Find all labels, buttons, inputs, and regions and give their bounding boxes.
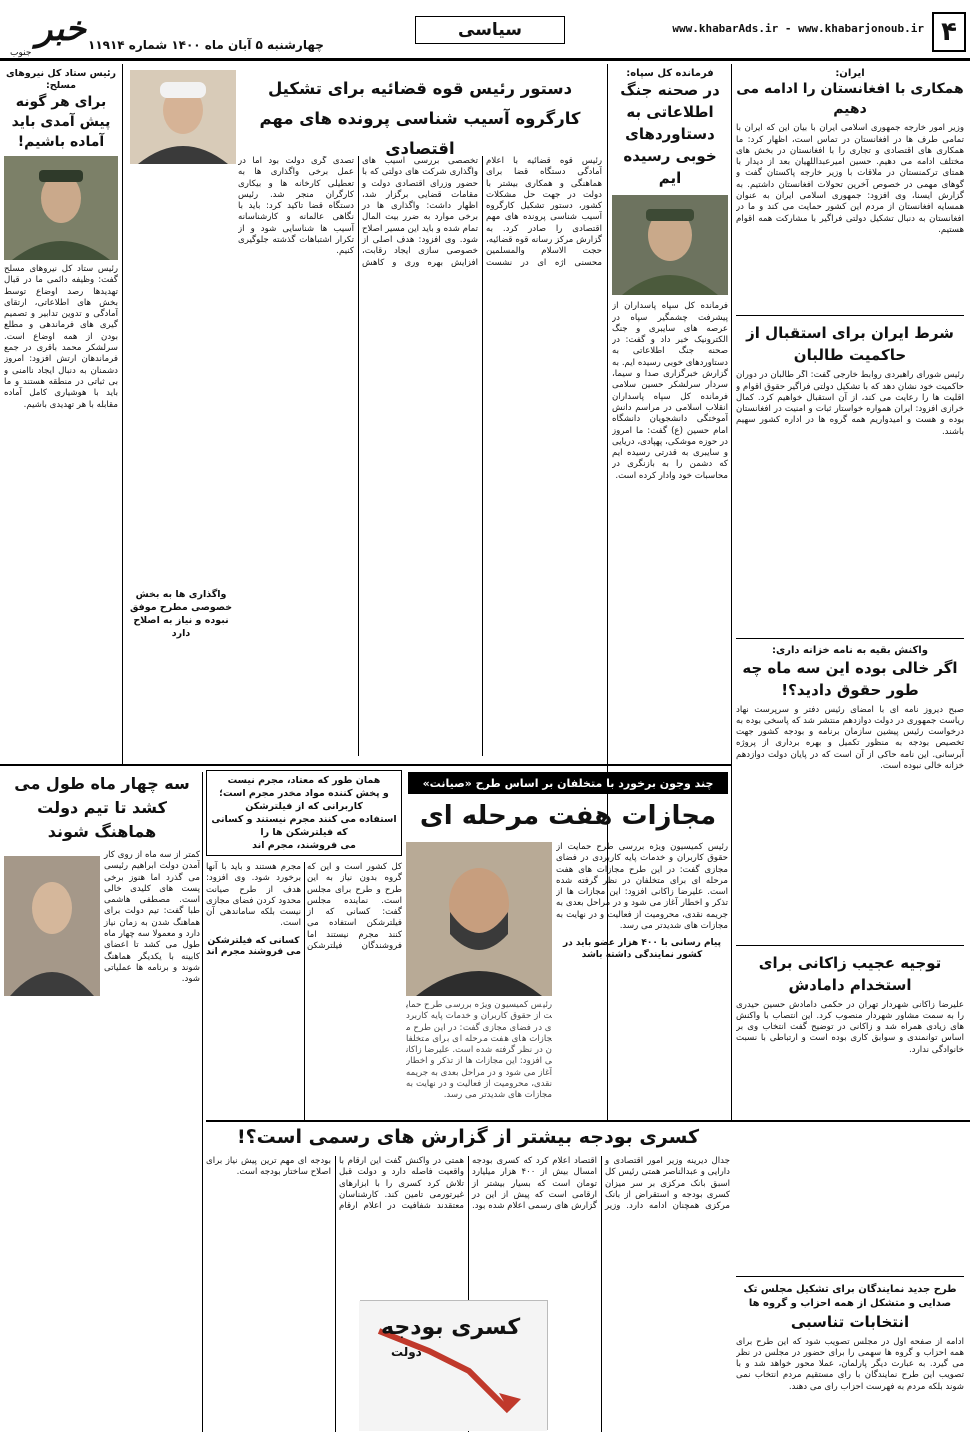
right-column xyxy=(736,68,964,1434)
article-kicker: رئیس ستاد کل نیروهای مسلح: xyxy=(5,68,117,91)
lead-body xyxy=(238,156,602,756)
article-body: رئیس ستاد کل نیروهای مسلح گفت: وظیفه دائمی ما در قبال تهدیدها رصد اوضاع توسط بخش های اطلاعاتی، ارتقای آمادگی و تدوین تدابیر و تصمیم گیری های فرماندهی و مطلع بودن از همه اوضاع است. سرلشکر محمد باقری در جمع فرماندهان ارتش افزود: امروز دشمنان به دنبال ایجاد ناامنی و بی ثباتی در منطقه هستند و ما باید با هوشیاری کامل آماده مقابله با هر تهدیدی باشیم. xyxy=(4,264,118,410)
date-line: چهارشنبه ۵ آبان ماه ۱۴۰۰ شماره ۱۱۹۱۴ xyxy=(88,38,324,52)
article-body: وزیر امور خارجه جمهوری اسلامی ایران با بیان این که ایران با تمامی طرف ها در افغانستان در تماس است، اظهار کرد: ما همکاری های اقتصادی و تجاری را با افغانستان در بخش های مختلف ادامه می دهیم. حسین امیرعبداللهیان بعد از دیدار با همتای ترکمنستان در ملاقات با وزیر خارجه پاکستان گفت و گوهای مهمی در خصوص آخرین تحولات افغانستان داشتیم. به گزارش ایسنا، وی افزود: جمهوری اسلامی ایران به عنوان همسایه افغانستان از مردم این کشور حمایت می کند و ما در افغانستان به دنبال تشکیل دولتی فراگیر با مشارکت همه اقوام هستیم. xyxy=(736,123,964,235)
cyber-subhead: کسانی که فیلترشکن می فروشند مجرم اند xyxy=(206,935,301,958)
article-headline[interactable]: اگر خالی بوده این سه ماه چه طور حقوق دادید؟! xyxy=(742,658,958,699)
article-body: کمتر از سه ماه از روی کار آمدن دولت ابراهیم رئیسی می گذرد اما هنوز برخی پست های کلیدی خالی است. مصطفی هاشمی طبا گفت: تیم دولت برای هماهنگ شدن به زمان نیاز دارد و معمولا سه چهار ماه طول می کشد تا اعضای کابینه با یکدیگر هماهنگ شوند و برنامه ها عملیاتی شود. xyxy=(104,850,200,985)
quote-line: استفاده می کنند مجرم نیستند و کسانی که فیلترشکن ها را xyxy=(211,814,397,838)
quote-line: و پخش کننده مواد مخدر مجرم است؛ کاربرانی که از فیلترشکن xyxy=(219,788,389,812)
article-divider xyxy=(736,638,964,639)
budget-headline[interactable]: کسری بودجه بیشتر از گزارش های رسمی است؟! xyxy=(236,1126,700,1148)
main-story-continued: رئیس کمیسیون ویژه بررسی طرح حمایت از حقوق کاربران و خدمات پایه کاربردی در فضای مجازی گفت: در این طرح مجازات های هفت مرحله ای برای متخلفان در نظر گرفته شده است. علیرضا زاکانی افزود: این مجازات ها از تذکر و اخطار آغاز می شود و در مراحل بعدی به جریمه نقدی، محرومیت از فعالیت و در نهایت به مجازات های شدیدتر می رسد. xyxy=(406,1000,552,1101)
article-headline[interactable]: سه چهار ماه طول می کشد تا تیم دولت هماهنگ شوند xyxy=(14,774,190,841)
article-headline[interactable]: در صحنه جنگ اطلاعاتی به دستاوردهای خوبی رسیده ایم xyxy=(620,81,720,188)
left-column xyxy=(4,68,118,758)
main-story-body-left xyxy=(406,1000,552,1118)
quote-line: همان طور که معتاد، مجرم نیست xyxy=(227,775,381,786)
site-urls[interactable]: www.khabarAds.ir - www.khabarjonoub.ir xyxy=(672,22,924,35)
graphic-title: کسری بودجه xyxy=(381,1315,521,1340)
hashemitaba-photo xyxy=(4,856,100,996)
main-story-banner: چند وجون برخورد با متخلفان بر اساس طرح «صیانت» xyxy=(408,772,728,794)
article-headline[interactable]: برای هر گونه پیش آمدی باید آماده باشیم! xyxy=(11,94,111,150)
main-story-headline[interactable]: مجازات هفت مرحله ای xyxy=(419,801,717,831)
logo-word: خبر xyxy=(35,9,86,49)
article-headline[interactable]: توجیه عجیب زاکانی برای استخدام دامادش xyxy=(758,953,942,994)
graphic-subtitle: دولت xyxy=(391,1345,422,1359)
masthead xyxy=(0,6,970,58)
cyber-body-text: کل کشور است و این که گروه بدون نیاز به این طرح و طرح برای مجلس است. نماینده مجلس گفت: کسانی که از فیلترشکن استفاده می کنند مجرم نیستند اما فروشندگان فیلترشکن مجرم هستند و باید با آنها برخورد شود. وی افزود: هدف از طرح صیانت محدود کردن فضای مجازی نیست بلکه ساماندهی آن است. xyxy=(206,862,402,952)
article-body: فرمانده کل سپاه پاسداران از پیشرفت چشمگیر سپاه در عرصه های سایبری و جنگ الکترونیک خبر داد و گفت: در صحنه جنگ اطلاعاتی به دستاوردهای خوبی رسیده ایم. به گزارش خبرگزاری صدا و سیما، سردار سرلشکر حسین سلامی فرمانده کل سپاه پاسداران انقلاب اسلامی در مراسم دانش آموختگی دانشجویان دانشگاه امام حسین (ع) گفت: ما امروز در حوزه موشکی، پهپادی، دریایی و سایبری به قدرتی رسیده ایم که دشمن را به بازنگری در محاسبات خود وادار کرده است. xyxy=(612,301,728,481)
portrait-icon xyxy=(406,842,552,996)
article-divider xyxy=(736,1276,964,1277)
section-rule xyxy=(0,764,731,766)
column-divider xyxy=(122,64,123,764)
article-kicker: طرح جدید نمایندگان برای تشکیل مجلس تک صدایی و متشکل از همه احزاب و گروه ها xyxy=(743,1283,957,1309)
article-divider xyxy=(736,315,964,316)
article-headline[interactable]: همکاری با افغانستان را ادامه می دهیم xyxy=(736,81,964,118)
article-body: رئیس کمیسیون ویژه بررسی طرح حمایت از حقوق کاربران و خدمات پایه کاربردی در فضای مجازی گفت: در این طرح مجازات های هفت مرحله ای برای متخلفان در نظر گرفته شده است. علیرضا زاکانی افزود: این مجازات ها از تذکر و اخطار آغاز می شود و در مراحل بعدی به جریمه نقدی، محرومیت از فعالیت و در نهایت به مجازات های شدیدتر می رسد. xyxy=(556,842,728,932)
portrait-icon xyxy=(612,195,728,295)
quote-line: می فروشند، مجرم اند xyxy=(252,840,356,851)
newspaper-logo xyxy=(8,10,86,58)
lead-body-left xyxy=(128,168,234,760)
main-story-subhead: پیام رسانی با ۴۰۰ هزار عضو باید در کشور نمایندگی داشته باشد xyxy=(562,938,721,960)
lead-subhead: واگذاری ها به بخش خصوصی مطرح موفق نبوده و نیاز به اصلاح دارد xyxy=(129,589,233,639)
lead-photo xyxy=(130,70,236,164)
column-divider xyxy=(202,772,203,1432)
article-kicker: فرمانده کل سپاه: xyxy=(626,68,714,79)
article-body: صبح دیروز نامه ای با امضای رئیس دفتر و سرپرست نهاد ریاست جمهوری در دولت دوازدهم منتشر شد که پاسخی بوده به درخواست رئیس پیشین سازمان برنامه و بودجه کشور جهت تخصیص بودجه به منظور تکمیل و بهره برداری از پروژه آبرسانی. این نامه حاکی از آن است که در پایان دولت دوازدهم خزانه خالی نبوده است. xyxy=(736,704,964,772)
cyber-quote-box xyxy=(206,770,402,856)
portrait-icon xyxy=(4,856,100,996)
budget-body-text: جدال دیرینه وزیر امور اقتصادی و دارایی و عبدالناصر همتی رئیس کل اسبق بانک مرکزی بر سر میزان کسری بودجه و استقراض از بانک مرکزی همچنان ادامه دارد. وزیر اقتصاد اعلام کرد که کسری بودجه امسال بیش از ۴۰۰ هزار میلیارد تومان است که بسیار بیشتر از ارقامی است که پیش از این در گزارش های رسمی اعلام شده بود. همتی در واکنش گفت این ارقام با واقعیت فاصله دارد و دولت قبل تلاش کرد کسری را با ابزارهای غیرتورمی تامین کند. کارشناسان معتقدند شفافیت در اعلام ارقام بودجه ای مهم ترین پیش نیاز برای اصلاح ساختار بودجه است. xyxy=(206,1156,730,1212)
article-headline[interactable]: انتخابات تناسبی xyxy=(790,1312,910,1331)
lead-body-columns xyxy=(238,156,602,760)
article-body-continued xyxy=(406,1000,552,1102)
cabinet-story xyxy=(4,772,200,1432)
portrait-icon xyxy=(130,70,236,164)
column-divider xyxy=(731,64,732,1120)
article-kicker: ایران: xyxy=(835,68,865,79)
article-body: رئیس شورای راهبردی روابط خارجی گفت: اگر طالبان در دوران حاکمیت خود نشان دهد که با تشکیل دولتی فراگیر حقوق اقوام و اقلیت ها را رعایت می کند، از آن استقبال خواهیم کرد. کمال خرازی افزود: ایران همواره خواستار ثبات و امنیت در افغانستان بوده و هست و امیدواریم همه گروه ها در اداره کشور سهیم باشند. xyxy=(736,370,964,437)
article-kicker: واکنش بقیه به نامه خزانه داری: xyxy=(772,645,928,657)
zakani-photo xyxy=(406,842,552,996)
portrait-icon xyxy=(4,156,118,260)
section-label: سیاسی xyxy=(415,16,565,44)
lead-body-text: رئیس قوه قضائیه با اعلام آمادگی دستگاه قضا برای هماهنگی و همکاری بیشتر با دولت در جهت حل مشکلات کشور، دستور تشکیل کارگروه آسیب شناسی پرونده های مهم اقتصادی را صادر کرد. به گزارش مرکز رسانه قوه قضائیه، حجت الاسلام والمسلمین محسنی اژه ای در نشست تخصصی بررسی آسیب های واگذاری شرکت های دولتی که با حضور وزرای اقتصادی دولت و مقامات قضایی برگزار شد، اظهار داشت: واگذاری ها در برخی موارد به ضرر بیت المال تمام شده و باید این مسیر اصلاح شود. وی افزود: هدف اصلی از خصوصی سازی ایجاد رقابت، افزایش بهره وری و کاهش تصدی گری دولت بود اما در عمل برخی واگذاری ها به تعطیلی کارخانه ها و بیکاری کارگران منجر شد. رئیس دستگاه قضا تاکید کرد: باید با نگاهی عالمانه و کارشناسانه آسیب ها شناسایی شود و از تکرار اشتباهات گذشته جلوگیری کنیم. xyxy=(238,156,602,268)
article-divider xyxy=(736,945,964,946)
main-story-body-right xyxy=(556,842,728,1118)
article-headline[interactable]: شرط ایران برای استقبال از حاکمیت طالبان xyxy=(746,324,954,365)
page-number: ۴ xyxy=(932,12,966,52)
article-body: علیرضا زاکانی شهردار تهران در حکمی دامادش حسین حیدری را به سمت مشاور شهردار منصوب کرد. این انتصاب با واکنش های زیادی همراه شد و زاکانی در توضیح گفت انتخاب وی بر اساس توانمندی و سوابق کاری بوده است و ارتباطی با نسبت خانوادگی ندارد. xyxy=(736,999,964,1055)
cyber-body xyxy=(206,862,402,1120)
masthead-rule xyxy=(0,58,970,61)
bagheri-photo xyxy=(4,156,118,260)
budget-graphic xyxy=(360,1300,548,1430)
salami-photo xyxy=(612,195,728,295)
logo-sub: جنوب xyxy=(10,48,32,58)
article-body: ادامه از صفحه اول در مجلس تصویب شود که این طرح برای همه احزاب و گروه ها سهمی را برای حضور در مجلس در نظر می گیرد. به عبارت دیگر پارلمان، عملا محور خواهد شد و با تصویب این طرح نمایندگان با رای مستقیم مردم انتخاب نمی شوند بلکه مردم به فهرست احزاب رای می دهند. xyxy=(736,1336,964,1392)
lead-headline[interactable]: دستور رئیس قوه قضائیه برای تشکیل کارگروه آسیب شناسی پرونده های مهم اقتصادی xyxy=(259,79,581,158)
cyber-story xyxy=(206,770,402,1120)
